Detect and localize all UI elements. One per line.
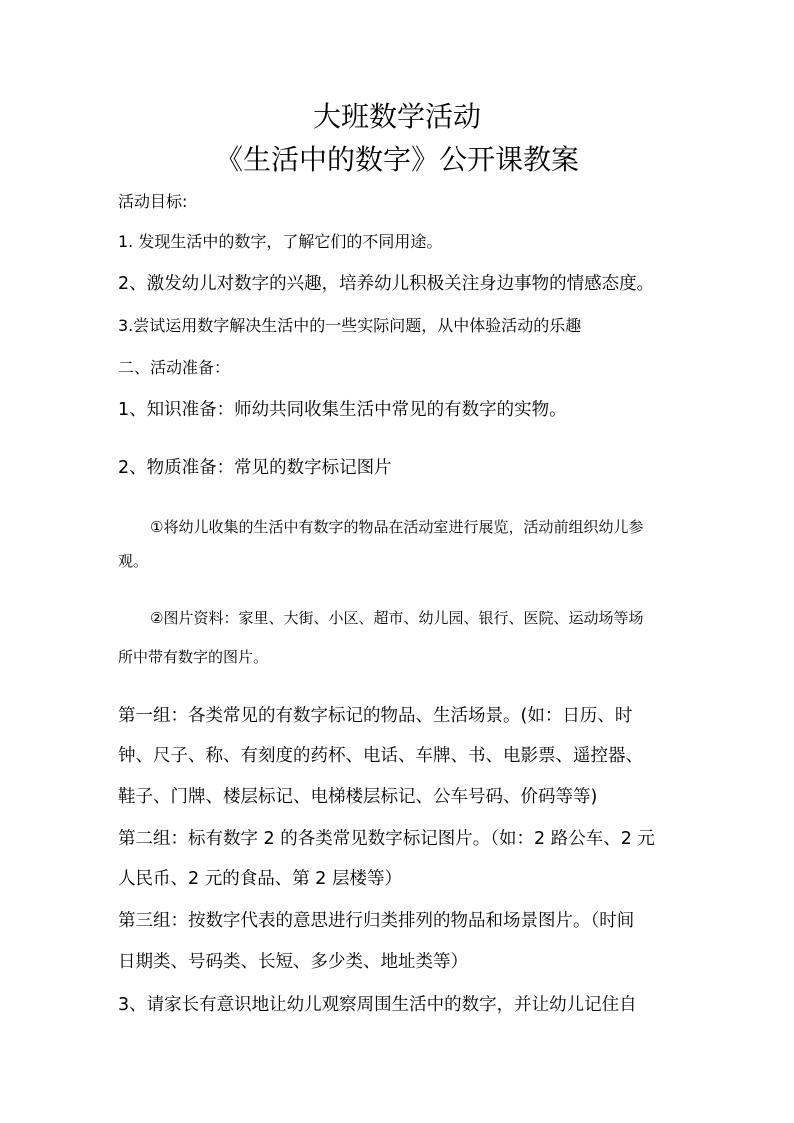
group-3-line-2: 日期类、号码类、长短、多少类、地址类等）	[118, 952, 468, 972]
group-3-line-1: 第三组：按数字代表的意思进行归类排列的物品和场景图片。（时间	[118, 911, 635, 931]
title-line-1: 大班数学活动	[312, 100, 481, 133]
group-1-line-1: 第一组：各类常见的有数字标记的物品、生活场景。(如：日历、时	[118, 706, 633, 726]
group-2-line-1: 第二组：标有数字 2 的各类常见数字标记图片。（如：2 路公车、2 元	[118, 829, 655, 849]
goal-item-2: 2、激发幼儿对数字的兴趣，培养幼儿积极关注身边事物的情感态度。	[118, 274, 655, 294]
prep-note-1-line-1: ①将幼儿收集的生活中有数字的物品在活动室进行展览，活动前组织幼儿参	[150, 518, 644, 536]
group-2-line-2: 人民币、2 元的食品、第 2 层楼等）	[118, 869, 402, 889]
prep-heading: 二、活动准备：	[118, 358, 231, 377]
goal-item-3: 3.尝试运用数字解决生活中的一些实际问题，从中体验活动的乐趣	[118, 316, 582, 335]
prep-note-2-line-1: ②图片资料：家里、大街、小区、超市、幼儿园、银行、医院、运动场等场	[150, 609, 644, 627]
prep-note-2-line-2: 所中带有数字的图片。	[118, 648, 269, 666]
goal-item-1: 1. 发现生活中的数字，了解它们的不同用途。	[118, 232, 443, 251]
prep-note-1-line-2: 观。	[118, 552, 149, 570]
prep-knowledge: 1、知识准备：师幼共同收集生活中常见的有数字的实物。	[118, 400, 567, 420]
group-1-line-3: 鞋子、门牌、楼层标记、电梯楼层标记、公车号码、价码等等)	[118, 787, 598, 807]
parents-line: 3、请家长有意识地让幼儿观察周围生活中的数字，并让幼儿记住自	[118, 995, 637, 1015]
goals-heading: 活动目标:	[118, 192, 188, 211]
title-line-2: 《生活中的数字》公开课教案	[214, 143, 579, 176]
prep-material: 2、物质准备：常见的数字标记图片	[118, 458, 392, 478]
group-1-line-2: 钟、尺子、称、有刻度的药杯、电话、车牌、书、电影票、遥控器、	[118, 746, 643, 766]
